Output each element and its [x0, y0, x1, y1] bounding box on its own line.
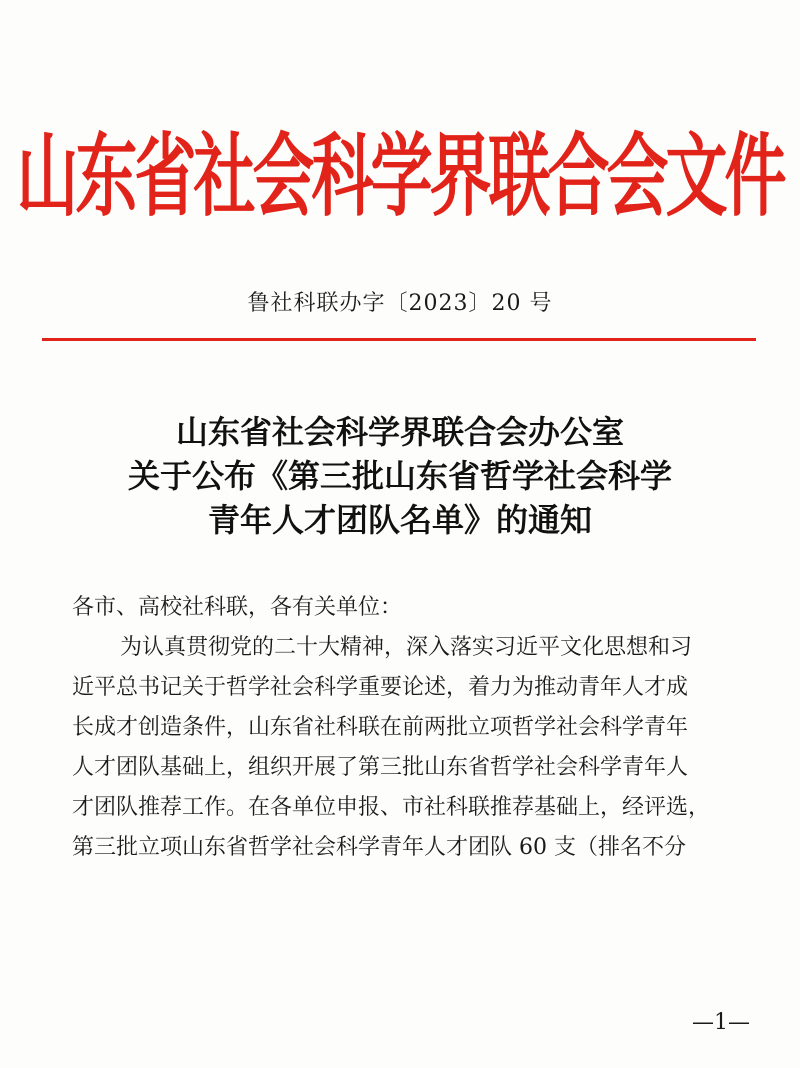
body-line: 长成才创造条件，山东省社科联在前两批立项哲学社会科学青年 — [72, 715, 689, 740]
body-line: 为认真贯彻党的二十大精神，深入落实习近平文化思想和习 — [120, 635, 693, 660]
red-header-title: 山东省社会科学界联合会文件 — [16, 122, 784, 229]
salutation: 各市、高校社科联，各有关单位： — [72, 595, 403, 620]
notice-title-line: 山东省社会科学界联合会办公室 — [175, 413, 624, 451]
body-line: 才团队推荐工作。在各单位申报、市社科联推荐基础上，经评选， — [72, 795, 711, 820]
notice-title-line: 青年人才团队名单》的通知 — [207, 501, 592, 539]
body-line: 人才团队基础上，组织开展了第三批山东省哲学社会科学青年人 — [72, 755, 689, 780]
document-number: 鲁社科联办字〔2023〕20 号 — [247, 291, 553, 316]
body-line: 近平总书记关于哲学社会科学重要论述，着力为推动青年人才成 — [72, 675, 689, 700]
notice-body — [72, 588, 762, 868]
notice-title — [0, 410, 800, 542]
notice-title-line: 关于公布《第三批山东省哲学社会科学 — [127, 457, 672, 495]
body-line: 第三批立项山东省哲学社会科学青年人才团队 60 支（排名不分 — [72, 835, 686, 860]
red-divider-line — [42, 338, 756, 341]
page-number: —1— — [692, 1010, 750, 1035]
